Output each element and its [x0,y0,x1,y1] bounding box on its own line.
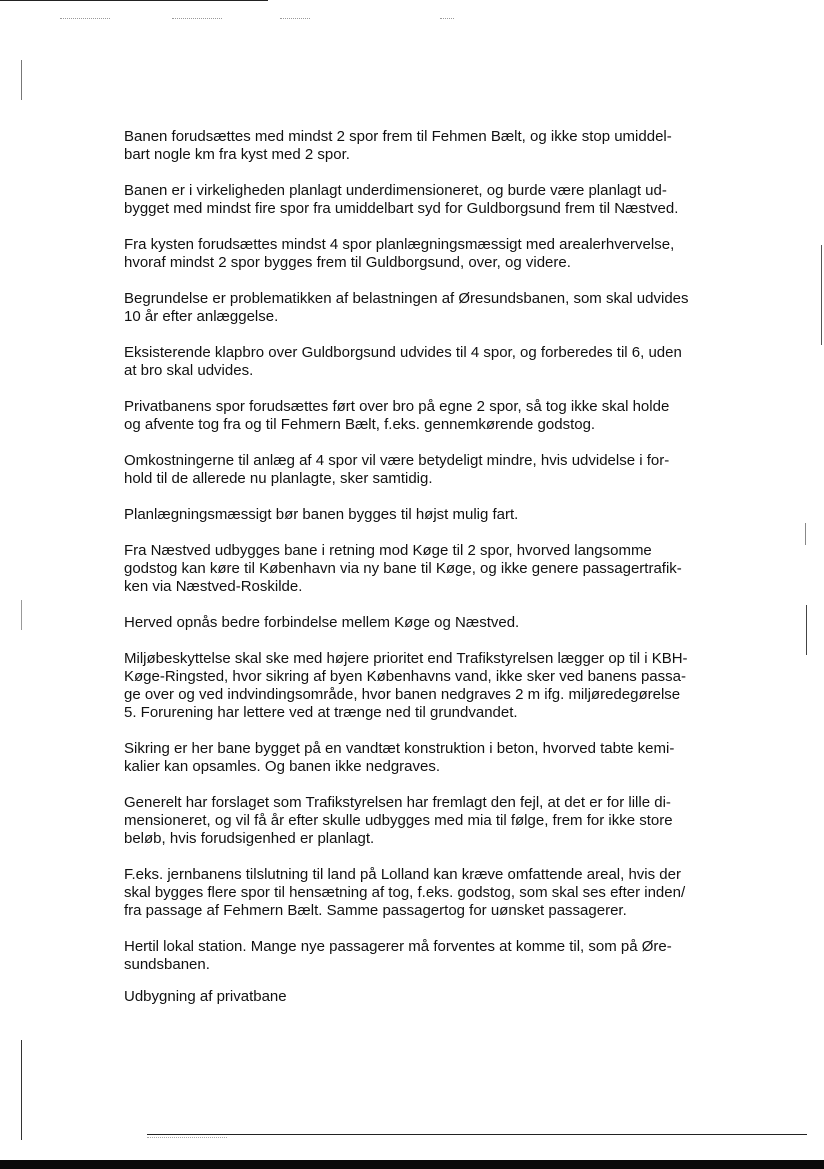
text-line: kalier kan opsamles. Og banen ikke nedgraves. [124,758,441,775]
text-line: Banen forudsættes med mindst 2 spor frem til Fehmen Bælt, og ikke stop umiddel- [124,128,672,145]
paragraph [124,344,714,380]
scan-artifact [60,18,110,20]
text-line: bart nogle km fra kyst med 2 spor. [124,146,350,163]
paragraph [124,542,714,596]
scan-artifact [280,18,310,20]
text-line: Planlægningsmæssigt bør banen bygges til højst mulig fart. [124,506,519,523]
text-line: hvoraf mindst 2 spor bygges frem til Guldborgsund, over, og videre. [124,254,571,271]
text-line: Hertil lokal station. Mange nye passagerer må forventes at komme til, som på Øre- [124,938,672,955]
scan-artifact [806,605,807,655]
text-line: Miljøbeskyttelse skal ske med højere prioritet end Trafikstyrelsen lægger op til i KBH- [124,650,688,667]
text-line: sundsbanen. [124,956,210,973]
text-line: F.eks. jernbanens tilslutning til land på Lolland kan kræve omfattende areal, hvis der [124,866,681,883]
scan-edge-left [21,60,22,100]
scan-edge-top [0,0,268,1]
text-line: 5. Forurening har lettere ved at trænge ned til grundvandet. [124,704,518,721]
text-line: Omkostningerne til anlæg af 4 spor vil være betydeligt mindre, hvis udvidelse i for- [124,452,670,469]
text-line: 10 år efter anlæggelse. [124,308,279,325]
document-body [124,128,714,992]
text-line: beløb, hvis forudsigenhed er planlagt. [124,830,375,847]
paragraph [124,236,714,272]
paragraph [124,506,714,524]
scan-edge-bottom [147,1134,807,1135]
scan-artifact [440,18,454,20]
paragraph [124,614,714,632]
text-line: Fra kysten forudsættes mindst 4 spor planlægningsmæssigt med arealerhvervelse, [124,236,675,253]
text-line: godstog kan køre til København via ny bane til Køge, og ikke genere passagertrafik- [124,560,682,577]
scan-edge-right [821,245,822,345]
text-line: bygget med mindst fire spor fra umiddelbart syd for Guldborgsund frem til Næstved. [124,200,679,217]
paragraph [124,740,714,776]
text-line: ken via Næstved-Roskilde. [124,578,303,595]
scan-artifact [805,523,806,545]
text-line: Køge-Ringsted, hvor sikring af byen Københavns vand, ikke sker ved banens passa- [124,668,686,685]
text-line: ge over og ved indvindingsområde, hvor banen nedgraves 2 m ifg. miljøredegørelse [124,686,681,703]
text-line: hold til de allerede nu planlagte, sker samtidig. [124,470,433,487]
document-footer-title: Udbygning af privatbane [124,988,287,1005]
scan-edge-bottom-band [0,1160,824,1169]
paragraph [124,866,714,920]
scan-artifact [172,18,222,20]
paragraph [124,452,714,488]
paragraph [124,938,714,974]
text-line: mensioneret, og vil få år efter skulle udbygges med mia til følge, frem for ikke store [124,812,673,829]
paragraph [124,128,714,164]
scan-edge-left [21,600,22,630]
text-line: Privatbanens spor forudsættes ført over bro på egne 2 spor, så tog ikke skal holde [124,398,670,415]
text-line: skal bygges flere spor til hensætning af tog, f.eks. godstog, som skal ses efter inden/ [124,884,686,901]
text-line: Eksisterende klapbro over Guldborgsund udvides til 4 spor, og forberedes til 6, uden [124,344,682,361]
text-line: Sikring er her bane bygget på en vandtæt konstruktion i beton, hvorved tabte kemi- [124,740,675,757]
scan-edge-left [21,1040,22,1140]
text-line: Banen er i virkeligheden planlagt underdimensioneret, og burde være planlagt ud- [124,182,667,199]
paragraph [124,398,714,434]
text-line: Generelt har forslaget som Trafikstyrelsen har fremlagt den fejl, at det er for lille di- [124,794,671,811]
text-line: at bro skal udvides. [124,362,254,379]
paragraph [124,182,714,218]
scan-artifact [147,1137,227,1138]
text-line: og afvente tog fra og til Fehmern Bælt, f.eks. gennemkørende godstog. [124,416,596,433]
text-line: Fra Næstved udbygges bane i retning mod Køge til 2 spor, hvorved langsomme [124,542,652,559]
paragraph [124,794,714,848]
text-line: Herved opnås bedre forbindelse mellem Køge og Næstved. [124,614,520,631]
text-line: Begrundelse er problematikken af belastningen af Øresundsbanen, som skal udvides [124,290,689,307]
text-line: fra passage af Fehmern Bælt. Samme passagertog for uønsket passagerer. [124,902,627,919]
paragraph [124,290,714,326]
paragraph [124,650,714,722]
